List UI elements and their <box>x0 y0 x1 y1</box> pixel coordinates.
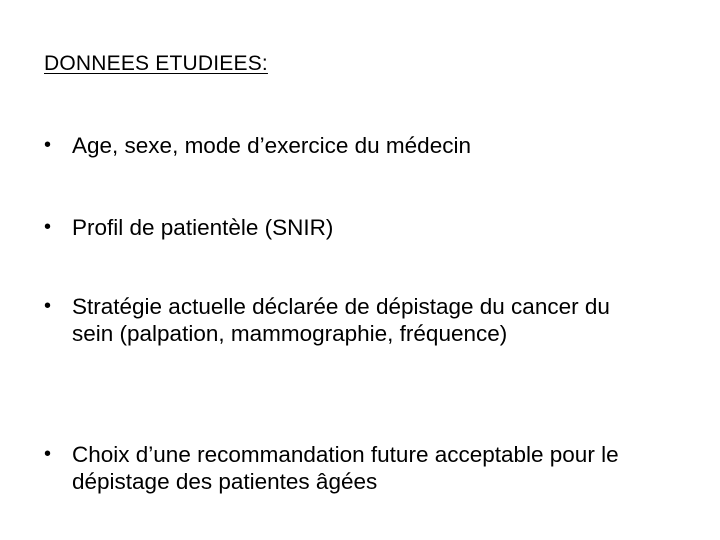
bullet-icon: • <box>44 443 52 465</box>
bullet-text: Stratégie actuelle déclarée de dépistage du cancer du sein (palpation, mammographie, fréquence) <box>72 294 610 346</box>
bullet-item <box>44 214 704 241</box>
bullet-icon: • <box>44 134 52 156</box>
bullet-icon: • <box>44 216 52 238</box>
bullet-text: Choix d’une recommandation future acceptable pour le dépistage des patientes âgées <box>72 442 619 494</box>
slide-title: DONNEES ETUDIEES: <box>44 52 268 75</box>
bullet-text: Profil de patientèle (SNIR) <box>72 215 334 240</box>
bullet-item <box>44 132 704 159</box>
bullet-item <box>44 293 704 347</box>
bullet-item <box>44 441 704 495</box>
bullet-text: Age, sexe, mode d’exercice du médecin <box>72 133 471 158</box>
bullet-icon: • <box>44 295 52 317</box>
